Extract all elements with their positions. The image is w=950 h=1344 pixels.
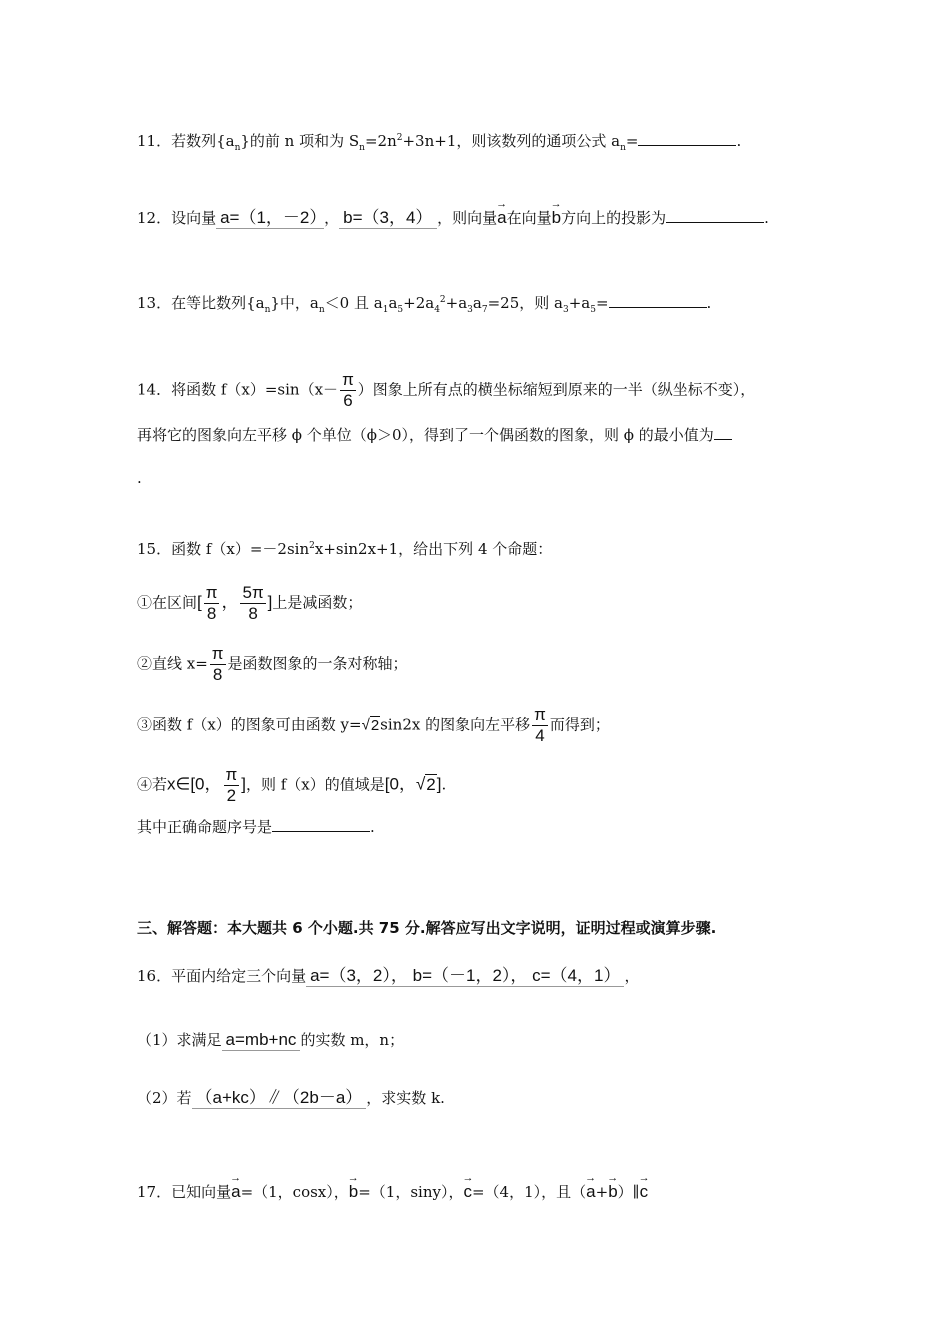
- question-16-part1: （1）求满足 a=mb+nc 的实数 m，n；: [137, 1030, 405, 1049]
- question-14-line3: .: [137, 469, 142, 487]
- question-16-part2: （2）若 （a+kc）∥（2b－a） ，求实数 k.: [137, 1088, 445, 1107]
- vector-b-def: b=（3，4）: [339, 208, 437, 229]
- question-14-line1: 14．将函数 f（x）=sin（x－ $\frac{\pi}{6}$ ）图象上所有点的横坐标缩短到原来的一半（纵坐标不变），: [137, 370, 756, 410]
- question-12: 12．设向量 a=（1，－2）， b=（3，4） ，则向量→ a在向量→ b方向上的投影为 .: [137, 208, 769, 229]
- question-17: 17．已知向量→ a=（1，cosx），→ b=（1，siny），→ c=（4，1），且（→ a+→ b）∥→ c: [137, 1182, 648, 1202]
- vector-a-symbol: → a: [497, 208, 506, 228]
- proposition-1: ①在区间[ $\frac{\pi}{8}$ ， $\frac{5\pi}{8}$ ]上是减函数；: [137, 583, 363, 623]
- answer-blank[interactable]: [609, 293, 707, 308]
- section-3-heading: 三、解答题：本大题共 6 个小题.共 75 分.解答应写出文字说明，证明过程或演算步骤.: [137, 919, 717, 937]
- proposition-2: ②直线 x= $\frac{\pi}{8}$ 是函数图象的一条对称轴；: [137, 644, 408, 684]
- vector-b-symbol: → b: [552, 208, 561, 228]
- question-14-line2: 再将它的图象向左平移 ϕ 个单位（ϕ＞0），得到了一个偶函数的图象，则 ϕ 的最小值为: [137, 425, 732, 445]
- answer-blank[interactable]: [666, 208, 764, 223]
- question-13: 13．在等比数列$\{a_n\}$中，$a_n<0$ 且 $a_1a_5+2a_4^2+a_3a_7=25$，则 $a_3+a_5=$ .: [137, 294, 712, 315]
- answer-blank[interactable]: [714, 425, 732, 440]
- proposition-3: ③函数 f（x）的图象可由函数 y=√2sin2x 的图象向左平移 $\frac{\pi}{4}$ 而得到；: [137, 705, 610, 745]
- question-15-head: 15．函数 $f(x)=-2\sin^2x+\sin 2x+1$，给出下列 4 个命题：: [137, 540, 553, 558]
- vector-a-def: a=（1，－2）: [216, 208, 324, 229]
- question-11: 11．若数列$\{a_n\}$的前 n 项和为 $S_n=2n^2+3n+1$，则该数列的通项公式 $a_n=$ .: [137, 132, 742, 153]
- answer-blank[interactable]: [272, 817, 370, 832]
- vectors-def: a=（3，2）， b=（－1，2）， c=（4，1）: [306, 966, 624, 987]
- answer-blank[interactable]: [638, 131, 736, 146]
- proposition-4: ④若x∈[0， $\frac{\pi}{2}$ ]，则 f（x）的值域是[0，√2].: [137, 765, 447, 805]
- question-15-tail: 其中正确命题序号是 .: [137, 818, 375, 836]
- fraction-pi-6: $\frac{\pi}{6}$: [342, 370, 354, 410]
- question-16: 16．平面内给定三个向量 a=（3，2）， b=（－1，2）， c=（4，1） ，: [137, 966, 640, 985]
